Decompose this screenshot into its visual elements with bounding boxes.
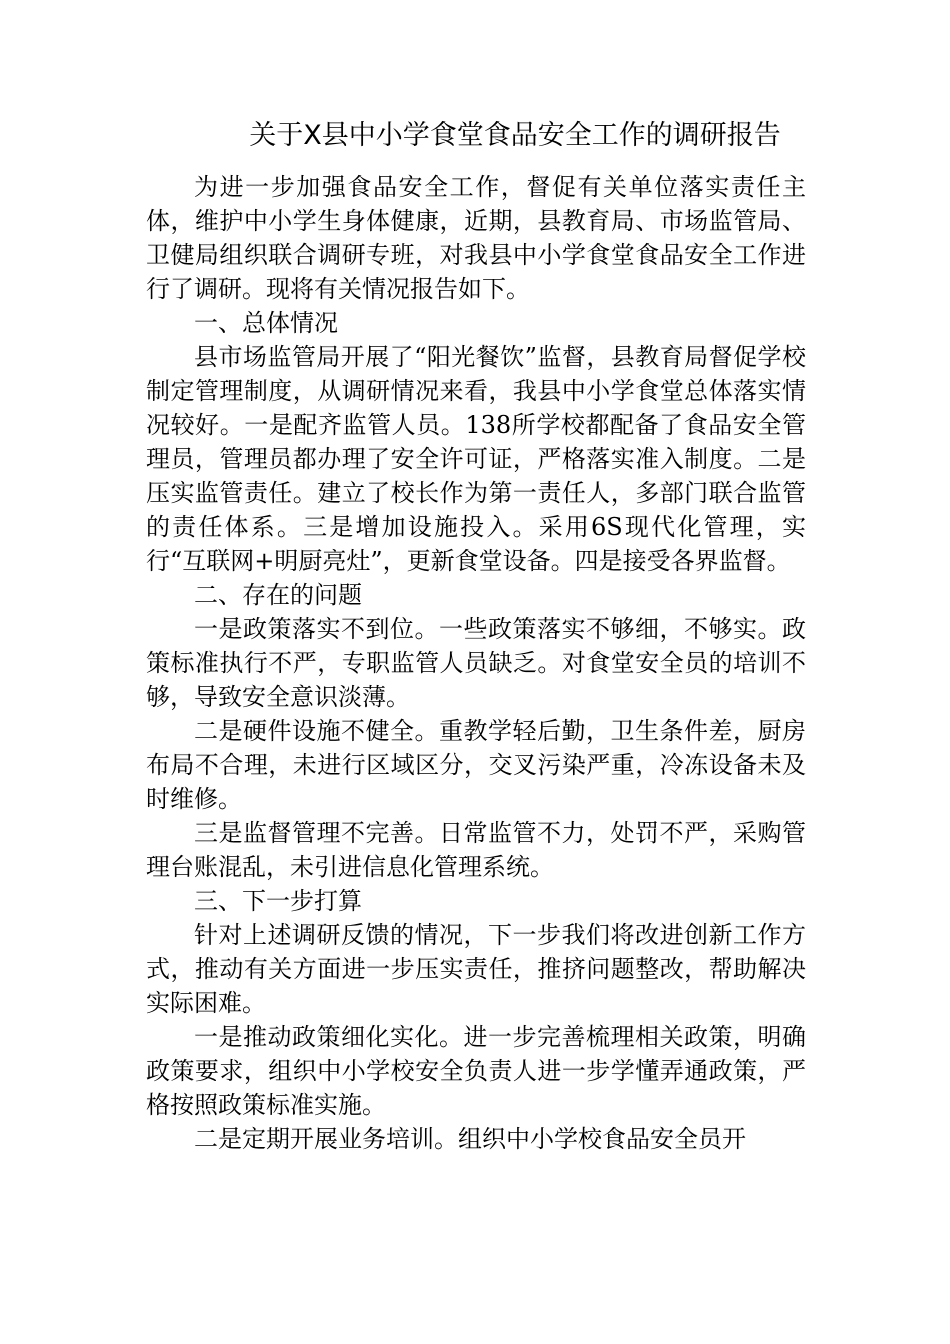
- section-heading-next-steps: 三、下一步打算: [194, 887, 362, 915]
- paragraph-overall: 县市场监管局开展了“阳光餐饮”监督，县教育局督促学校制定管理制度，从调研情况来看，我县中小学食堂总体落实情况较好。一是配齐监管人员。138所学校都配备了食品安全管理员，管理员都办理了安全许可证，严格落实准入制度。二是压实监管责任。建立了校长作为第一责任人，多部门联合监管的责任体系。三是增加设施投入。采用6S现代化管理，实行“互联网+明厨亮灶”，更新食堂设备。四是接受各界监督。: [146, 343, 806, 575]
- document-title: 关于X县中小学食堂食品安全工作的调研报告: [249, 120, 781, 151]
- section-heading-overall: 一、总体情况: [194, 309, 338, 337]
- paragraph-next-2: 二是定期开展业务培训。组织中小学校食品安全员开: [194, 1125, 746, 1153]
- section-heading-problems: 二、存在的问题: [194, 581, 362, 609]
- document-body: [146, 170, 806, 1156]
- paragraph-problem-1: 一是政策落实不到位。一些政策落实不够细，不够实。政策标准执行不严，专职监管人员缺乏。对食堂安全员的培训不够，导致安全意识淡薄。: [146, 615, 806, 711]
- paragraph-next-1: 一是推动政策细化实化。进一步完善梳理相关政策，明确政策要求，组织中小学校安全负责人进一步学懂弄通政策，严格按照政策标准实施。: [146, 1023, 806, 1119]
- paragraph-next-intro: 针对上述调研反馈的情况，下一步我们将改进创新工作方式，推动有关方面进一步压实责任，推挤问题整改，帮助解决实际困难。: [146, 921, 806, 1017]
- paragraph-problem-2: 二是硬件设施不健全。重教学轻后勤，卫生条件差，厨房布局不合理，未进行区域区分，交叉污染严重，冷冻设备未及时维修。: [146, 717, 806, 813]
- paragraph-problem-3: 三是监督管理不完善。日常监管不力，处罚不严，采购管理台账混乱，未引进信息化管理系统。: [146, 819, 806, 881]
- paragraph-intro: 为进一步加强食品安全工作，督促有关单位落实责任主体，维护中小学生身体健康，近期，县教育局、市场监管局、卫健局组织联合调研专班，对我县中小学食堂食品安全工作进行了调研。现将有关情况报告如下。: [146, 173, 806, 303]
